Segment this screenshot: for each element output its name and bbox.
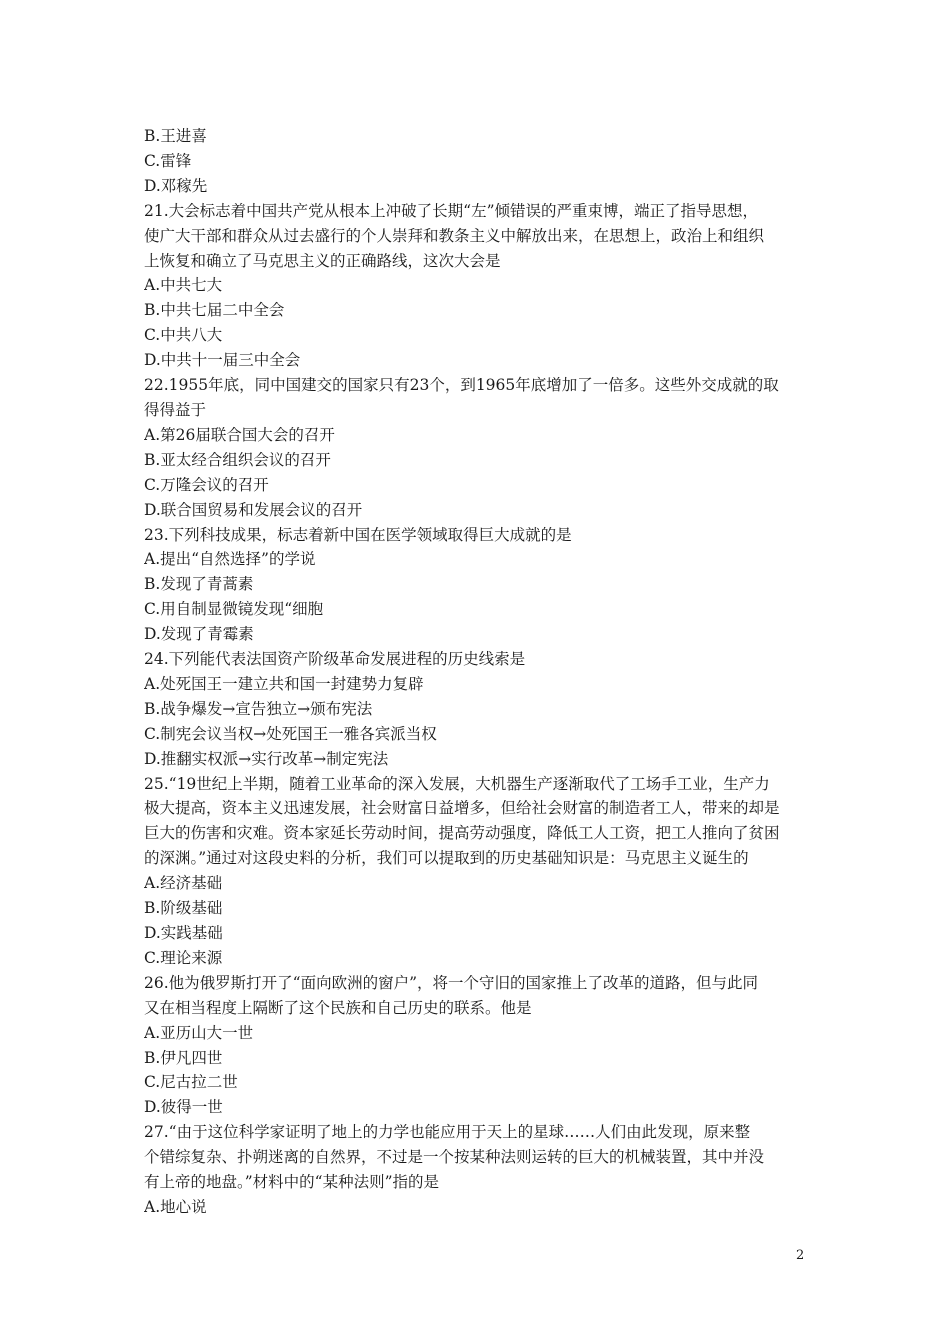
option-line: D.中共十一届三中全会 — [144, 351, 301, 370]
question-stem-line: 上恢复和确立了马克思主义的正确路线，这次大会是 — [144, 251, 501, 270]
question-27 — [144, 1120, 816, 1220]
option-line: A.提出“自然选择”的学说 — [144, 550, 316, 569]
option-line: B.阶级基础 — [144, 899, 223, 918]
question-stem-line: 26.他为俄罗斯打开了“面向欧洲的窗户”，将一个守旧的国家推上了改革的道路，但与此同 — [144, 973, 759, 992]
option-line: A.地心说 — [144, 1197, 207, 1216]
question-21 — [144, 199, 816, 373]
question-stem-line: 巨大的伤害和灾难。资本家延长劳动时间，提高劳动强度，降低工人工资，把工人推向了贫困 — [144, 824, 780, 843]
option-line: C.尼古拉二世 — [144, 1073, 238, 1092]
option-line: D.发现了青霉素 — [144, 625, 254, 644]
question-stem-line: 的深渊。”通过对这段史料的分析，我们可以提取到的历史基础知识是：马克思主义诞生的 — [144, 849, 749, 868]
question-stem-line: 极大提高，资本主义迅速发展，社会财富日益增多，但给社会财富的制造者工人，带来的却是 — [144, 799, 780, 818]
question-26 — [144, 971, 816, 1120]
question-stem-line: 个错综复杂、扑朔迷离的自然界，不过是一个按某种法则运转的巨大的机械装置，其中并没 — [144, 1148, 765, 1167]
question-stem-line: 使广大干部和群众从过去盛行的个人崇拜和教条主义中解放出来，在思想上，政治上和组织 — [144, 226, 765, 245]
option-line: B.战争爆发→宣告独立→颁布宪法 — [144, 699, 373, 718]
option-line: A.第26届联合国大会的召开 — [144, 425, 335, 444]
question-stem-line: 22.1955年底，同中国建交的国家只有23个，到1965年底增加了一倍多。这些外交成就的取 — [144, 376, 779, 395]
page-content — [144, 124, 816, 1220]
option-line: D.推翻实权派→实行改革→制定宪法 — [144, 749, 389, 768]
option-line: C.雷锋 — [144, 151, 192, 170]
option-line: B.王进喜 — [144, 127, 207, 145]
question-stem-line: 又在相当程度上隔断了这个民族和自己历史的联系。他是 — [144, 998, 532, 1017]
option-line: B.中共七届二中全会 — [144, 301, 285, 320]
option-line: D.邓稼先 — [144, 176, 208, 195]
question-stem-line: 25.“19世纪上半期，随着工业革命的深入发展，大机器生产逐渐取代了工场手工业，生产力 — [144, 774, 770, 793]
option-line: A.经济基础 — [144, 874, 223, 893]
option-line: B.伊凡四世 — [144, 1048, 223, 1067]
option-line: C.万隆会议的召开 — [144, 475, 269, 494]
question-25 — [144, 772, 816, 971]
question-stem-line: 23.下列科技成果，标志着新中国在医学领域取得巨大成就的是 — [144, 525, 572, 544]
option-line: B.发现了青蒿素 — [144, 575, 254, 594]
option-line: B.亚太经合组织会议的召开 — [144, 450, 331, 469]
question-stem-line: 27.“由于这位科学家证明了地上的力学也能应用于天上的星球……人们由此发现，原来整 — [144, 1123, 751, 1142]
question-24 — [144, 647, 816, 772]
option-line: D.联合国贸易和发展会议的召开 — [144, 500, 363, 519]
option-line: A.亚历山大一世 — [144, 1023, 254, 1042]
question-22 — [144, 373, 816, 522]
page-number: 2 — [796, 1248, 805, 1263]
option-line: D.实践基础 — [144, 924, 223, 942]
option-line: C.中共八大 — [144, 326, 223, 345]
option-line: D.彼得一世 — [144, 1098, 223, 1117]
option-line: C.理论来源 — [144, 948, 223, 967]
option-line: C.用自制显微镜发现“细胞 — [144, 600, 324, 619]
option-line: C.制宪会议当权→处死国王一雅各宾派当权 — [144, 724, 437, 743]
question-23 — [144, 523, 816, 648]
previous-question-options — [144, 124, 816, 199]
option-line: A.处死国王一建立共和国一封建势力复辟 — [144, 674, 424, 693]
question-stem-line: 有上帝的地盘。”材料中的“某种法则”指的是 — [144, 1173, 440, 1192]
question-stem-line: 21.大会标志着中国共产党从根本上冲破了长期“左”倾错误的严重束博，端正了指导思想， — [144, 201, 759, 220]
question-stem-line: 24.下列能代表法国资产阶级革命发展进程的历史线索是 — [144, 650, 526, 669]
question-stem-line: 得得益于 — [144, 400, 207, 419]
option-line: A.中共七大 — [144, 276, 223, 295]
